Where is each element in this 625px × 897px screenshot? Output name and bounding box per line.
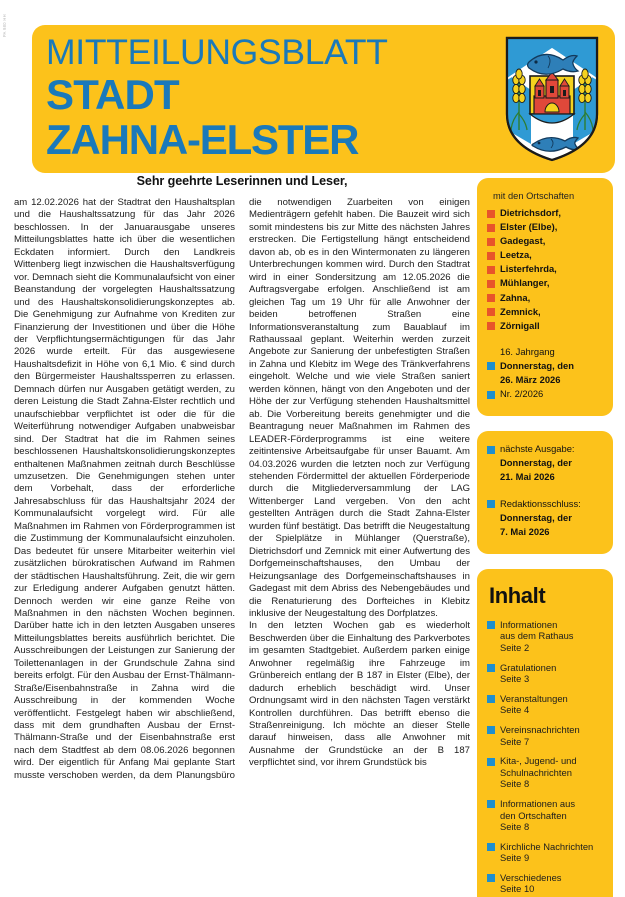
square-bullet-icon: [487, 210, 495, 218]
article-paragraph: am 12.02.2026 hat der Stadtrat den Haushaltsplan und die Haushaltssatzung für das Jahr 2026 beschlossen. In der Januarausgabe unseres Mitteilungsblattes hatte ich über die wesentlichen Eckdaten informiert. Durch den Landkreis Wittenberg liegt inzwischen die Haushaltsverfügung vor. Demnach sieht die Kommunalaufsicht von einer Beanstandung der vorgelegten Haushaltssatzung und des Haushaltskonsolidierungskonzeptes ab. Die Genehmigung zur Aufnahme von Krediten zur Finanzierung der Investitionen und über die Höhe der Verpflichtungsermächtigungen für das Jahr 2026 wurde erteilt. Für das ausgewiesene Haushaltsdefizit in Höhe von 6,1 Mio. € sind durch den Bürgermeister Haushaltssperren zu erlassen. Demnach dürfen nur Ausgaben getätigt werden, zu deren Leistung die Stadt Zahna-Elster rechtlich und unaufschiebbar verpflichtet ist oder die für die Weiterführung notwendiger Aufgaben unabweisbar sind. Der Stadtrat hat die im Rahmen seines beschlossenen Haushaltskonsolidierungskonzeptes enthaltenen Maßnahmen zeitnah durch Beschlüsse umzusetzen. Die Genehmigungen stehen unter dem Vorbehalt, dass der erforderliche Jahresabschluss für das Haushaltsjahr 2024 der Kommunalaufsicht vorgelegt wird. Für alle Maßnahmen im Rahmen von Förderprogrammen ist die Zustimmung der Kommunalaufsicht einzuholen. Das bedeutet für unsere Mitarbeiter weiterhin viel zusätzlichen bürokratischen Aufwand im Rahmen der städtischen Haushaltsführung. Zeit, die wir gern zur Erledigung anderer Aufgaben genutzt hätten. Dennoch werden wir eine ganze Reihe von Maßnahmen in den nächsten Wochen beginnen. Darüber hatte ich in den letzten Ausgaben unseres Mitteilungsblattes bereits ausführlich berichtet. Die Ausschreibungen der Leistungen zur Sanierung der Toilettenanlagen in der Grundschule Zahna sind bereits erfolgt. Für den Ausbau der Ernst-Thälmann-Straße/Eisenbahnstraße in Zahna wird die Ausschreibung in der kommenden Woche veröffentlicht. Festgelegt haben wir abschließend, dass mit dem grundhaften Ausbau der Ernst-Thälmann-Straße und der Eisenbahnstraße erst nach dem Stadtfest ab dem 08.06.2026 begonnen wird. Der eigentlich für Anfang Mai geplante Start musste verschoben werden, da dem Planungsbüro die notwendigen Zuarbeiten von einigen Medienträgern gefehlt haben. Die Bauzeit wird sich somit mindestens bis zur Mitte des nächsten Jahres erstrecken. Die Fertigstellung hängt entscheidend davon ab, ob es in den Wintermonaten zu längeren Unterbrechungen kommen wird. Durch den Stadtrat wird in einer Sondersitzung am 12.05.2026 die Auftragsvergabe erfolgen. Anschließend ist am gleichen Tag um 19 Uhr für alle Anwohner der beiden betroffenen Straßen eine Informationsveranstaltung zum Bauablauf im Rathaussaal geplant. Weiterhin werden zurzeit Angebote zur Sanierung der unbefestigten Straßen in Zahna und Klebitz im Wege des Tränkverfahrens eingeholt. Welche und wie viele Straßen saniert werden können, hängt von den Angeboten und der Höhe der zur Verfügung stehenden Haushaltsmittel ab. Die Vorbereitung bereits genehmigter und die Beantragung neuer Maßnahmen im Rahmen des LEADER-Förderprogramms ist eine weitere zeitintensive Arbeitsaufgabe für unser Bauamt. Am 04.03.2026 wurden die letzten noch zur Verfügung stehenden Fördermittel der aktuellen Förderperiode durch die Mitgliederversammlung der LAG Wittenberger Land vergeben. Von den acht gestellten Anträgen durch die Stadt Zahna-Elster wurden fünf bestätigt. Das betrifft die Neugestaltung der Spielplätze in Mühlanger (Querstraße), Dietrichsdorf und Zemnick mit einer Aufwertung des Dorfgemeinschaftshauses, den Umbau der Heizungsanlage des Dorfgemeinschaftshauses in Gadegast mit dem Abriss des Nebengebäudes und die Renaturierung des Dorfteiches in Klebitz inklusive der Neugestaltung des Dorfplatzes.: [14, 197, 470, 781]
masthead-banner: [32, 25, 615, 173]
spacer: [487, 334, 603, 346]
toc-entry-text: Gratulationen Seite 3: [500, 661, 557, 685]
village-name: Zörnigall: [500, 319, 540, 331]
village-list-item: [487, 249, 603, 261]
right-sidebar: [477, 178, 613, 897]
square-bullet-icon: [487, 446, 495, 454]
masthead-line-mitteilungsblatt: MITTEILUNGSBLATT: [46, 32, 388, 72]
square-bullet-icon: [487, 322, 495, 330]
issue-date-line2: 26. März 2026: [500, 374, 561, 386]
toc-title: Inhalt: [489, 582, 546, 608]
toc-entry-text: Veranstaltungen Seite 4: [500, 692, 568, 716]
village-name: Mühlanger,: [500, 277, 550, 289]
village-list-item: [487, 277, 603, 289]
village-list-item: [487, 221, 603, 233]
spacer: [487, 486, 603, 498]
square-bullet-icon: [487, 252, 495, 260]
square-bullet-icon: [487, 800, 495, 808]
square-bullet-icon: [487, 266, 495, 274]
toc-entry-text: Vereinsnachrichten Seite 7: [500, 723, 580, 747]
coat-of-arms-icon: [503, 34, 601, 164]
toc-entry-verschiedenes[interactable]: [487, 872, 603, 895]
village-list-item: [487, 306, 603, 318]
village-name: Gadegast,: [500, 235, 546, 247]
article-greeting: Sehr geehrte Leserinnen und Leser,: [136, 174, 348, 188]
square-bullet-icon: [487, 500, 495, 508]
square-bullet-icon: [487, 224, 495, 232]
toc-entry-kirchliche-nachrichten[interactable]: [487, 841, 603, 864]
square-bullet-icon: [487, 664, 495, 672]
square-bullet-icon: [487, 695, 495, 703]
editorial-article: [14, 174, 470, 886]
square-bullet-icon: [487, 362, 495, 370]
deadline-row: [487, 526, 603, 538]
table-of-contents-card: [477, 569, 613, 897]
village-name: Dietrichsdorf,: [500, 207, 561, 218]
toc-entry-informationen-aus-dem-rathaus[interactable]: [487, 619, 603, 654]
toc-entry-veranstaltungen[interactable]: [487, 693, 603, 716]
deadline-line1: Donnerstag, der: [500, 511, 572, 523]
square-bullet-icon: [487, 238, 495, 246]
carp-fish-icon: [528, 54, 579, 74]
toc-entry-vereinsnachrichten[interactable]: [487, 724, 603, 747]
issue-number: Nr. 2/2026: [500, 388, 544, 400]
issue-date-line1: Donnerstag, den: [500, 359, 574, 371]
toc-entry-text: Verschiedenes Seite 10: [500, 871, 562, 895]
toc-entry-gratulationen[interactable]: [487, 662, 603, 685]
next-issue-row: [487, 443, 603, 455]
toc-entry-text: Informationen aus den Ortschaften Seite 8: [500, 797, 576, 833]
article-paragraph: In den letzten Wochen gab es wiederholt Beschwerden über die Einhaltung des Parkverbotes im gesamten Stadtgebiet. Außerdem parken einige Anwohner regelmäßig ihre Fahrzeuge im Grünbereich entlang der B 187 in Elster (Elbe), der dadurch erheblich beschädigt wird. Unser Ordnungsamt wird in den nächsten Tagen verstärkt Kontrollen durchführen. Das betrifft ebenso die Straßenreinigung. Ich möchte an dieser Stelle darauf hinweisen, dass alle Anwohner mit Ausnahme der Grundstücke an der B 187 verpflichtet sind, vor ihrem Grundstück bis: [249, 620, 470, 769]
deadline-line2: 7. Mai 2026: [500, 525, 550, 537]
village-list-item: [487, 292, 603, 304]
village-name: Leetza,: [500, 249, 532, 261]
square-bullet-icon: [487, 843, 495, 851]
next-issue-row: [487, 457, 603, 469]
village-list-item: [487, 235, 603, 247]
print-mark: PA 980 HH: [2, 14, 7, 38]
masthead-line-zahna-elster: ZAHNA-ELSTER: [46, 116, 359, 163]
deadline-label: Redaktionsschluss:: [500, 497, 581, 509]
issue-number-row: [487, 388, 603, 400]
village-name: Zemnick,: [500, 305, 541, 317]
square-bullet-icon: [487, 280, 495, 288]
next-issue-label: nächste Ausgabe:: [500, 443, 575, 455]
village-name: Listerfehrda,: [500, 263, 557, 275]
deadline-row: [487, 498, 603, 510]
villages-lead-label: mit den Ortschaften: [493, 191, 575, 201]
square-bullet-icon: [487, 294, 495, 302]
dates-card: [477, 431, 613, 554]
village-name: Zahna,: [500, 291, 531, 303]
next-issue-line1: Donnerstag, der: [500, 457, 572, 469]
article-columns: [14, 197, 470, 883]
toc-entry-text: Kirchliche Nachrichten Seite 9: [500, 840, 594, 864]
issue-date-row: [487, 374, 603, 386]
masthead-line-stadt: STADT: [46, 71, 179, 118]
volume-label: 16. Jahrgang: [500, 345, 555, 357]
square-bullet-icon: [487, 874, 495, 882]
toc-entry-text: Informationen aus dem Rathaus Seite 2: [500, 618, 574, 653]
next-issue-line2: 21. Mai 2026: [500, 471, 555, 483]
toc-entry-text: Kita-, Jugend- und Schulnachrichten Seite 8: [500, 755, 577, 790]
village-name: Elster (Elbe),: [500, 221, 558, 233]
square-bullet-icon: [487, 391, 495, 399]
village-list-item: [487, 207, 603, 219]
issue-date-row: [487, 360, 603, 372]
square-bullet-icon: [487, 758, 495, 766]
square-bullet-icon: [487, 621, 495, 629]
square-bullet-icon: [487, 726, 495, 734]
deadline-row: [487, 512, 603, 524]
volume-row: [487, 346, 603, 358]
next-issue-row: [487, 471, 603, 483]
toc-entry-kita-jugend-schulnachrichten[interactable]: [487, 755, 603, 790]
masthead-title: [46, 32, 466, 162]
toc-entry-informationen-aus-den-ortschaften[interactable]: [487, 798, 603, 833]
village-list-item: [487, 320, 603, 332]
village-list-item: [487, 263, 603, 275]
villages-issue-card: [477, 178, 613, 416]
square-bullet-icon: [487, 308, 495, 316]
